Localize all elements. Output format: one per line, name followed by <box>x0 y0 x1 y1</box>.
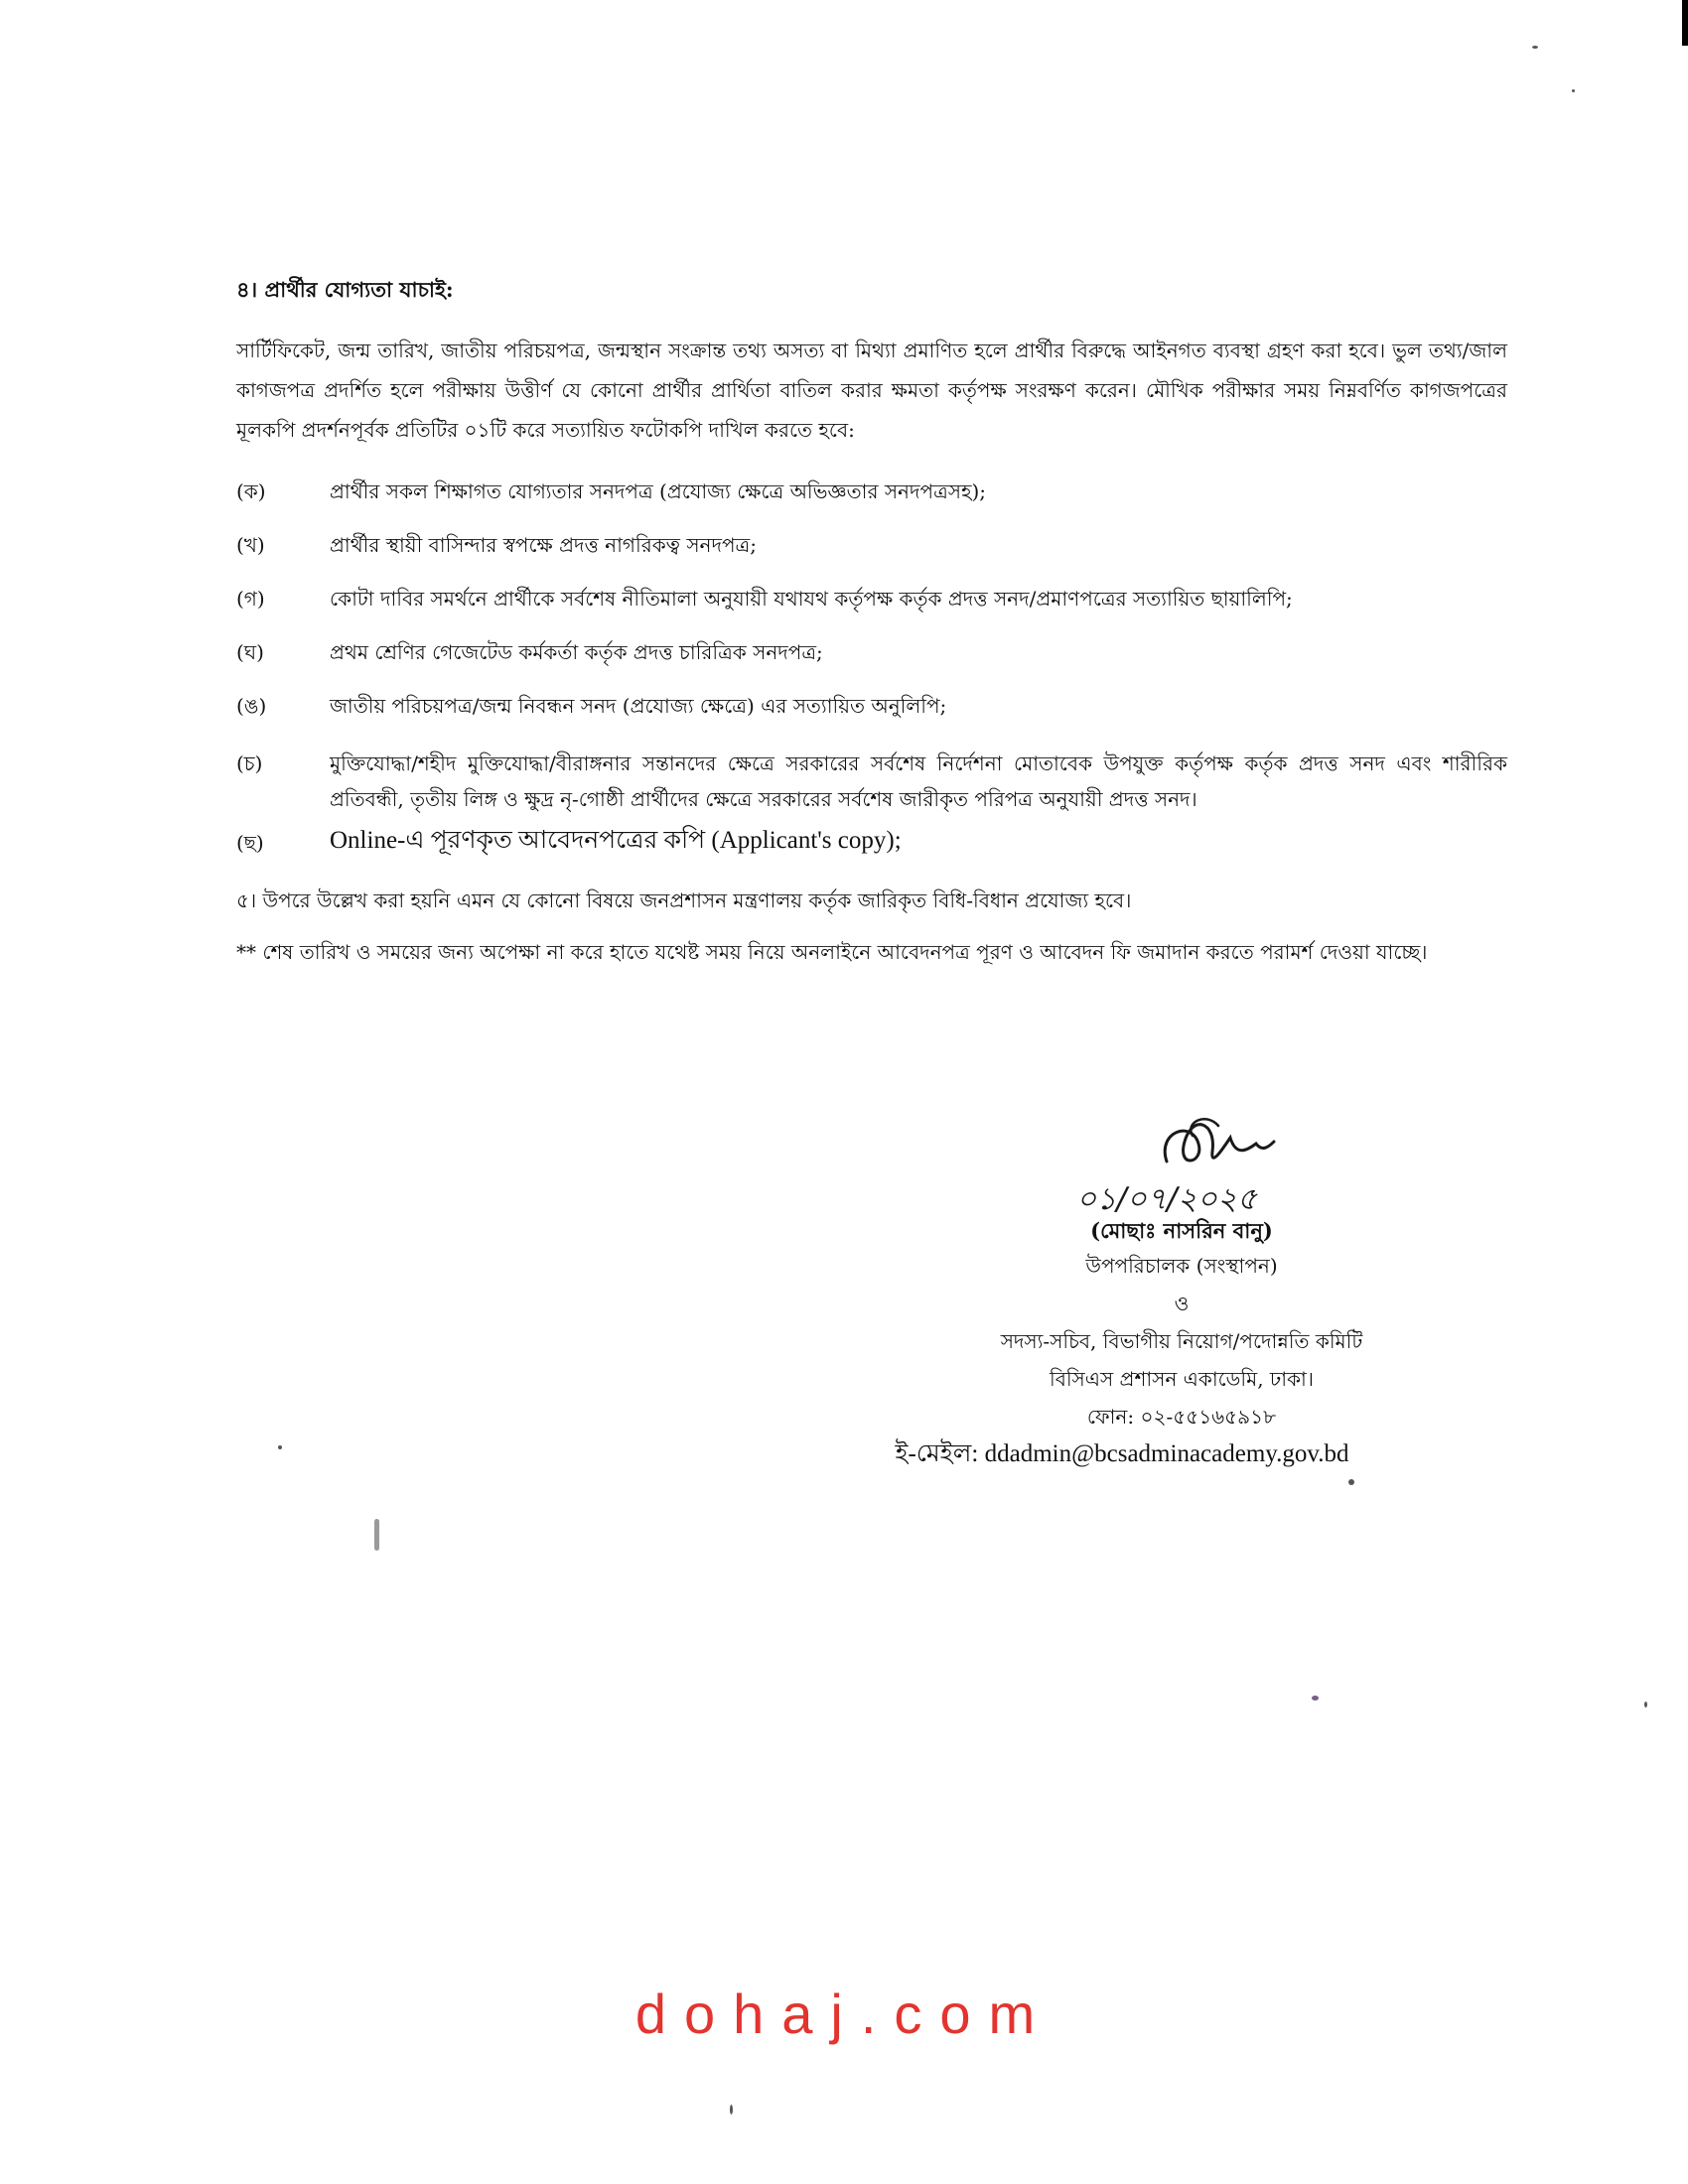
list-item <box>236 634 1507 670</box>
list-item <box>236 688 1507 724</box>
list-marker: (ঘ) <box>236 640 264 665</box>
watermark-text: dohaj.com <box>634 1982 1054 2045</box>
list-item-text: প্রার্থীর সকল শিক্ষাগত যোগ্যতার সনদপত্র (প্রযোজ্য ক্ষেত্রে অভিজ্ঞতার সনদপত্রসহ); <box>330 479 987 504</box>
list-item-text: কোটা দাবির সমর্থনে প্রার্থীকে সর্বশেষ নীতিমালা অনুযায়ী যথাযথ কর্তৃপক্ষ কর্তৃক প্রদত্ত সনদ/প্রমাণপত্রের সত্যায়িত ছায়ালিপি; <box>330 587 1293 612</box>
email-label: ই-মেইল: <box>895 1440 979 1467</box>
list-marker: (গ) <box>236 587 265 612</box>
scan-edge-mark <box>1682 0 1688 46</box>
signatory-role: সদস্য-সচিব, বিভাগীয় নিয়োগ/পদোন্নতি কমিটি <box>1000 1329 1363 1353</box>
scan-speck <box>1348 1479 1354 1485</box>
email-address[interactable]: ddadmin@bcsadminacademy.gov.bd <box>984 1440 1349 1467</box>
signatory-designation: উপপরিচালক (সংস্থাপন) <box>1085 1254 1278 1278</box>
list-item-text: জাতীয় পরিচয়পত্র/জন্ম নিবন্ধন সনদ (প্রযোজ্য ক্ষেত্রে) এর সত্যায়িত অনুলিপি; <box>330 694 947 719</box>
handwritten-signature <box>1018 1092 1345 1221</box>
list-item <box>236 474 1507 509</box>
list-item <box>236 581 1507 616</box>
list-item-text: Online-এ পূরণকৃত আবেদনপত্রের কপি (Applicant's copy); <box>330 827 902 855</box>
list-marker: (ক) <box>236 479 266 504</box>
section-4-heading: ৪। প্রার্থীর যোগ্যতা যাচাই: <box>236 277 454 302</box>
signatory-name: (মোছাঃ নাসরিন বানু) <box>1090 1218 1273 1243</box>
scan-speck <box>278 1445 282 1449</box>
list-item <box>236 746 1507 817</box>
list-item-text: প্রথম শ্রেণির গেজেটেড কর্মকর্তা কর্তৃক প্রদত্ত চারিত্রিক সনদপত্র; <box>330 640 823 665</box>
signatory-office: বিসিএস প্রশাসন একাডেমি, ঢাকা। <box>1049 1367 1314 1391</box>
signatory-phone: ফোন: ০২-৫৫১৬৫৯১৮ <box>1086 1405 1277 1429</box>
list-item-text: প্রার্থীর স্থায়ী বাসিন্দার স্বপক্ষে প্রদত্ত নাগরিকত্ব সনদপত্র; <box>330 533 757 558</box>
signatory-conjunction: ও <box>1174 1292 1190 1315</box>
list-marker: (চ) <box>236 751 263 776</box>
list-item-text: মুক্তিযোদ্ধা/শহীদ মুক্তিযোদ্ধা/বীরাঙ্গনার সন্তানদের ক্ষেত্রে সরকারের সর্বশেষ নির্দেশনা মোতাবেক উপযুক্ত কর্তৃপক্ষ কর্তৃক প্রদত্ত সনদ এবং শারীরিক প্রতিবন্ধী, তৃতীয় লিঙ্গ ও ক্ষুদ্র নৃ-গোষ্ঠী প্রার্থীদের ক্ষেত্রে সরকারের সর্বশেষ জারীকৃত পরিপত্র অনুযায়ী প্রদত্ত সনদ। <box>330 751 1507 812</box>
scan-speck <box>1312 1696 1319 1701</box>
signature-stroke <box>1165 1125 1274 1161</box>
deadline-advice: ** শেষ তারিখ ও সময়ের জন্য অপেক্ষা না করে হাতে যথেষ্ট সময় নিয়ে অনলাইনে আবেদনপত্র পূরণ ও আবেদন ফি জমাদান করতে পরামর্শ দেওয়া যাচ্ছে। <box>236 940 1428 965</box>
list-marker: (ছ) <box>236 831 264 856</box>
scan-speck <box>1644 1702 1647 1707</box>
list-item <box>236 823 1507 861</box>
list-marker: (ঙ) <box>236 694 267 719</box>
scan-speck <box>1572 89 1575 92</box>
signature-block <box>814 1092 1430 1473</box>
scan-speck <box>374 1519 379 1551</box>
signatory-email <box>814 1435 1430 1473</box>
list-item <box>236 527 1507 563</box>
required-documents-list <box>236 474 1507 861</box>
section-4-intro: সার্টিফিকেট, জন্ম তারিখ, জাতীয় পরিচয়পত্র, জন্মস্থান সংক্রান্ত তথ্য অসত্য বা মিথ্যা প্রমাণিত হলে প্রার্থীর বিরুদ্ধে আইনগত ব্যবস্থা গ্রহণ করা হবে। ভুল তথ্য/জাল কাগজপত্র প্রদর্শিত হলে পরীক্ষায় উত্তীর্ণ যে কোনো প্রার্থীর প্রার্থিতা বাতিল করার ক্ষমতা কর্তৃপক্ষ সংরক্ষণ করেন। মৌখিক পরীক্ষার সময় নিম্নবর্ণিত কাগজপত্রের মূলকপি প্রদর্শনপূর্বক প্রতিটির ০১টি করে সত্যায়িত ফটোকপি দাখিল করতে হবে: <box>236 339 1507 443</box>
scan-speck <box>730 2105 733 2115</box>
scan-speck <box>1532 46 1538 49</box>
section-5-text: ৫। উপরে উল্লেখ করা হয়নি এমন যে কোনো বিষয়ে জনপ্রশাসন মন্ত্রণালয় কর্তৃক জারিকৃত বিধি-বিধান প্রযোজ্য হবে। <box>236 888 1132 913</box>
list-marker: (খ) <box>236 533 265 558</box>
document-body <box>236 276 1507 972</box>
signature-date: ০১/০৭/২০২৫ <box>1075 1181 1258 1217</box>
